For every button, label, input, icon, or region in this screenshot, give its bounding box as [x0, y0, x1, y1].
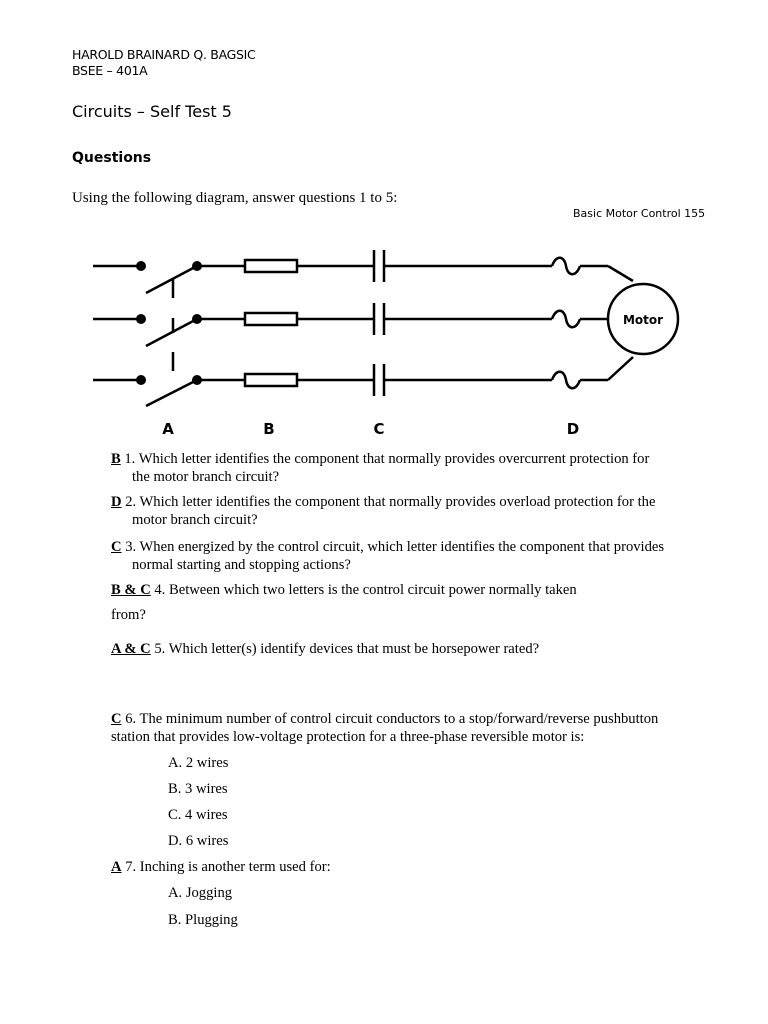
answer-5: A & C — [111, 641, 151, 657]
answer-3: C — [111, 539, 122, 555]
page-title: Circuits – Self Test 5 — [72, 102, 232, 121]
q7-option-b: B. Plugging — [168, 912, 238, 928]
letter-b: B — [263, 420, 275, 438]
student-name: HAROLD BRAINARD Q. BAGSIC — [72, 47, 256, 62]
student-course: BSEE – 401A — [72, 63, 148, 78]
section-heading: Questions — [72, 150, 152, 166]
question-3: C 3. When energized by the control circuit, which letter identifies the component that provides normal starting and stopping actions? — [111, 539, 665, 573]
q6-option-a: A. 2 wires — [168, 755, 229, 771]
answer-4: B & C — [111, 582, 151, 598]
answer-1: B — [111, 451, 121, 467]
answer-7: A — [111, 859, 122, 875]
question-6: C 6. The minimum number of control circuit conductors to a stop/forward/reverse pushbutton station that provides low-voltage protection for a three-phase reversible motor is: — [111, 711, 659, 745]
question-4: B & C 4. Between which two letters is the control circuit power normally taken — [111, 582, 577, 598]
q6-option-b: B. 3 wires — [168, 781, 228, 797]
reference-caption: Basic Motor Control 155 — [573, 207, 706, 220]
question-5: A & C 5. Which letter(s) identify devices that must be horsepower rated? — [111, 641, 540, 657]
question-7: A 7. Inching is another term used for: — [111, 859, 331, 875]
letter-a: A — [162, 420, 174, 438]
letter-d: D — [566, 420, 580, 438]
q6-option-d: D. 6 wires — [168, 833, 229, 849]
intro-text: Using the following diagram, answer questions 1 to 5: — [72, 190, 398, 206]
q7-option-a: A. Jogging — [168, 885, 233, 901]
question-1: B 1. Which letter identifies the component that normally provides overcurrent protection for the motor branch circuit? — [111, 451, 650, 485]
motor-label: Motor — [622, 313, 664, 327]
q6-option-c: C. 4 wires — [168, 807, 228, 823]
letter-c: C — [373, 420, 385, 438]
answer-2: D — [111, 494, 122, 510]
motor-control-diagram — [0, 0, 768, 450]
question-4-continued: from? — [111, 607, 146, 623]
answer-6: C — [111, 711, 122, 727]
question-2: D 2. Which letter identifies the component that normally provides overload protection for the motor branch circuit? — [111, 494, 656, 528]
